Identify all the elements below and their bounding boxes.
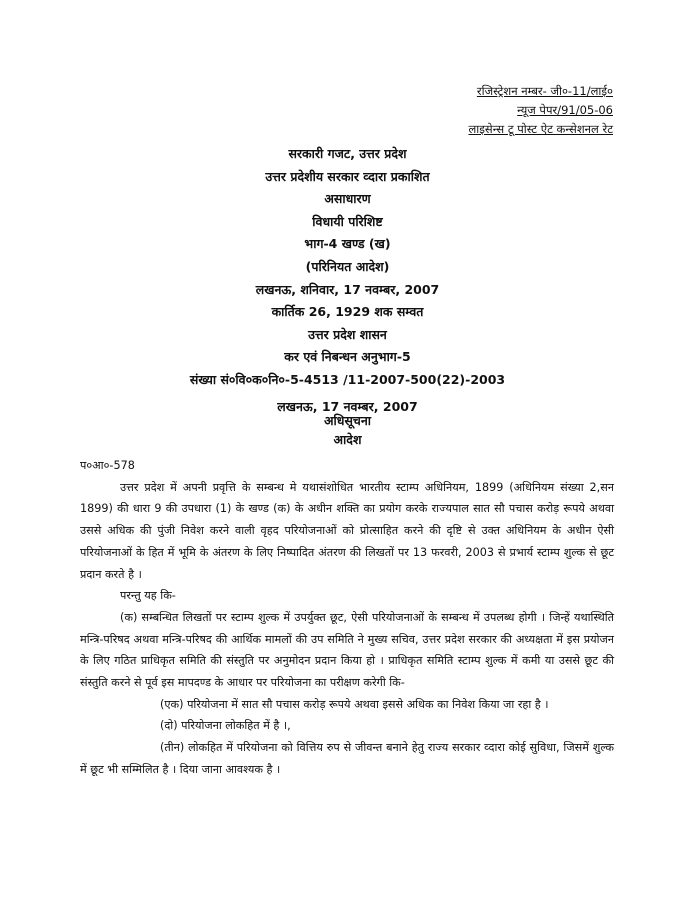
postal-license: लाइसेन्स टू पोस्ट ऐट कन्सेशनल रेट	[468, 122, 613, 136]
newspaper-number: न्यूज पेपर/91/05-06	[517, 103, 613, 117]
legislative-supplement: विधायी परिशिष्ट	[312, 213, 383, 229]
government-name: उत्तर प्रदेश शासन	[308, 326, 387, 342]
part-section: भाग-4 खण्ड (ख)	[304, 236, 391, 252]
clause-ka: (क) सम्बन्धित लिखतों पर स्टाम्प शुल्क में उपर्युक्त छूट, ऐसी परियोजनाओं के सम्बन्ध में उपलब्ध होगी । जिन्हें यथास्थिति मन्त्रि-परिषद अथवा मन्त्रि-परिषद की आर्थिक मामलों की उप समिति ने मुख्य सचिव, उत्तर प्रदेश सरकार की अध्यक्षता में इस प्रयोजन के लिए गठित प्राधिकृत समिति की संस्तुति पर अनुमोदन प्रदान किया हो । प्राधिकृत समिति स्टाम्प शुल्क में कमी या उससे छूट की संस्तुति करने से पूर्व इस मापदण्ड के आधार पर परियोजना का परीक्षण करेगी कि-	[80, 610, 614, 690]
extraordinary-label: असाधारण	[324, 191, 371, 207]
notice-heading	[0, 411, 695, 449]
order-body	[80, 455, 614, 781]
sub-clause-do: (दो) परियोजना लोकहित में है ।,	[160, 719, 291, 733]
order-type: (परिनियत आदेश)	[305, 258, 390, 274]
registration-number: रजिस्ट्रेशन नम्बर- जी०-11/लाई०	[476, 84, 613, 98]
gazette-header	[0, 143, 695, 418]
issue-date: लखनऊ, शनिवार, 17 नवम्बर, 2007	[255, 281, 440, 297]
sub-clause-teen: (तीन) लोकहित में परियोजना को वित्तिय रुप से जीवन्त बनाने हेतु राज्य सरकार व्दारा कोई सुविधा, जिसमें शुल्क में छूट भी सम्मिलित है । दिया जाना आवश्यक है ।	[80, 741, 614, 776]
department-name: कर एवं निबन्धन अनुभाग-5	[284, 349, 411, 365]
place-date: लखनऊ, 17 नवम्बर, 2007	[277, 398, 418, 414]
main-paragraph: उत्तर प्रदेश में अपनी प्रवृत्ति के सम्बन्ध मे यथासंशोधित भारतीय स्टाम्प अधिनियम, 1899 (अधिनियम संख्या 2,सन 1899) की धारा 9 की उपधारा (1) के खण्ड (क) के अधीन शक्ति का प्रयोग करके राज्यपाल सात सौ पचास करोड़ रूपये अथवा उससे अधिक की पुंजी निवेश करने वाली वृहद परियोजनाओं को प्रोत्साहित करने की दृष्टि से उक्त अधिनियम के अधीन ऐसी परियोजनाओं के हित में भूमि के अंतरण के लिए निष्पादित अंतरण की लिखतों पर 13 फरवरी, 2003 से प्रभार्य स्टाम्प शुल्क से छूट प्रदान करते है ।	[80, 480, 614, 581]
saka-date: कार्तिक 26, 1929 शक सम्वत	[271, 304, 424, 320]
notification-number: संख्या सं०वि०क०नि०-5-4513 /11-2007-500(22)-2003	[189, 371, 506, 387]
gazette-title: सरकारी गजट, उत्तर प्रदेश	[288, 146, 407, 161]
proviso: परन्तु यह कि-	[120, 589, 176, 603]
registration-block	[313, 82, 613, 139]
order-reference: प०आ०-578	[80, 459, 135, 472]
published-by: उत्तर प्रदेशीय सरकार व्दारा प्रकाशित	[265, 168, 430, 184]
order-title: आदेश	[333, 432, 362, 447]
sub-clause-ek: (एक) परियोजना में सात सौ पचास करोड़ रूपये अथवा इससे अधिक का निवेश किया जा रहा है ।	[160, 697, 549, 711]
notification-title: अधिसूचना	[323, 413, 372, 428]
